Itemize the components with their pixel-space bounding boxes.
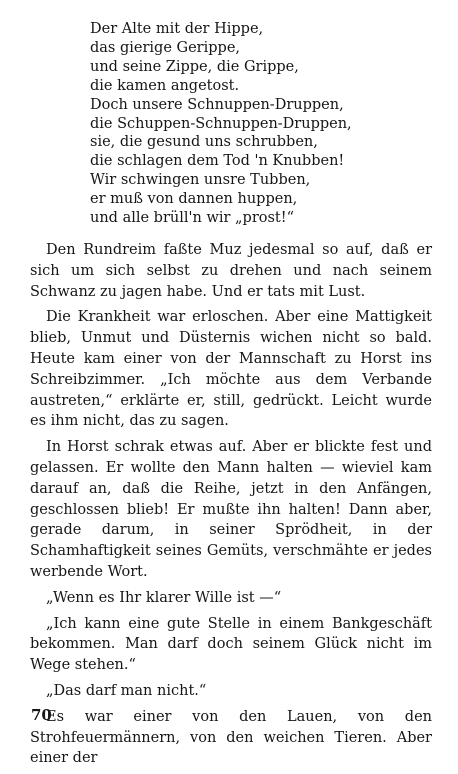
prose-block: [30, 240, 432, 774]
paragraph: Den Rundreim faßte Muz jedesmal so auf, daß er sich um sich selbst zu drehen und nach seinem Schwanz zu jagen habe. Und er tats mit Lust.: [30, 242, 432, 300]
verse-line: die schlagen dem Tod 'n Knubben!: [90, 153, 345, 170]
paragraph: „Ich kann eine gute Stelle in einem Bankgeschäft bekommen. Man darf doch seinem Glück nicht im Wege stehen.“: [30, 615, 432, 674]
verse-line: sie, die gesund uns schrubben,: [90, 134, 318, 151]
paragraph: „Wenn es Ihr klarer Wille ist —“: [46, 589, 282, 606]
verse-line: und alle brüll'n wir „prost!“: [90, 210, 294, 227]
verse-line: das gierige Gerippe,: [90, 39, 241, 56]
paragraph: Die Krankheit war erloschen. Aber eine Mattigkeit blieb, Unmut und Düsternis wichen nicht so bald. Heute kam einer von der Mannschaft zu Horst ins Schreibzimmer. „Ich möchte aus dem Verbande austreten,“ erklärte er, still, gedrückt. Leicht wurde es ihm nicht, das zu sagen.: [30, 309, 432, 430]
verse-line: und seine Zippe, die Grippe,: [90, 58, 299, 75]
verse-line: Der Alte mit der Hippe,: [90, 21, 264, 37]
verse-block: [90, 20, 430, 228]
paragraph: In Horst schrak etwas auf. Aber er blickte fest und gelassen. Er wollte den Mann halten — wieviel kam darauf an, daß die Reihe, jetzt in den Anfängen, geschlossen blieb! Er mußte ihn halten! Dann aber, gerade darum, in seiner Sprödheit, in der Schamhaftigkeit seines Gemüts, verschmähte er jedes werbende Wort.: [30, 439, 432, 580]
verse-line: er muß von dannen huppen,: [90, 191, 298, 208]
verse-line: Doch unsere Schnuppen-Druppen,: [90, 96, 344, 113]
paragraph: Es war einer von den Lauen, von den Strohfeuermännern, von den weichen Tieren. Aber einer der: [30, 708, 432, 767]
verse-line: die kamen angetost.: [90, 77, 240, 94]
paragraph: „Das darf man nicht.“: [46, 682, 207, 699]
page-number: 70: [31, 706, 52, 724]
verse-line: Wir schwingen unsre Tubben,: [90, 172, 311, 189]
verse-line: die Schuppen-Schnuppen-Druppen,: [90, 115, 352, 132]
